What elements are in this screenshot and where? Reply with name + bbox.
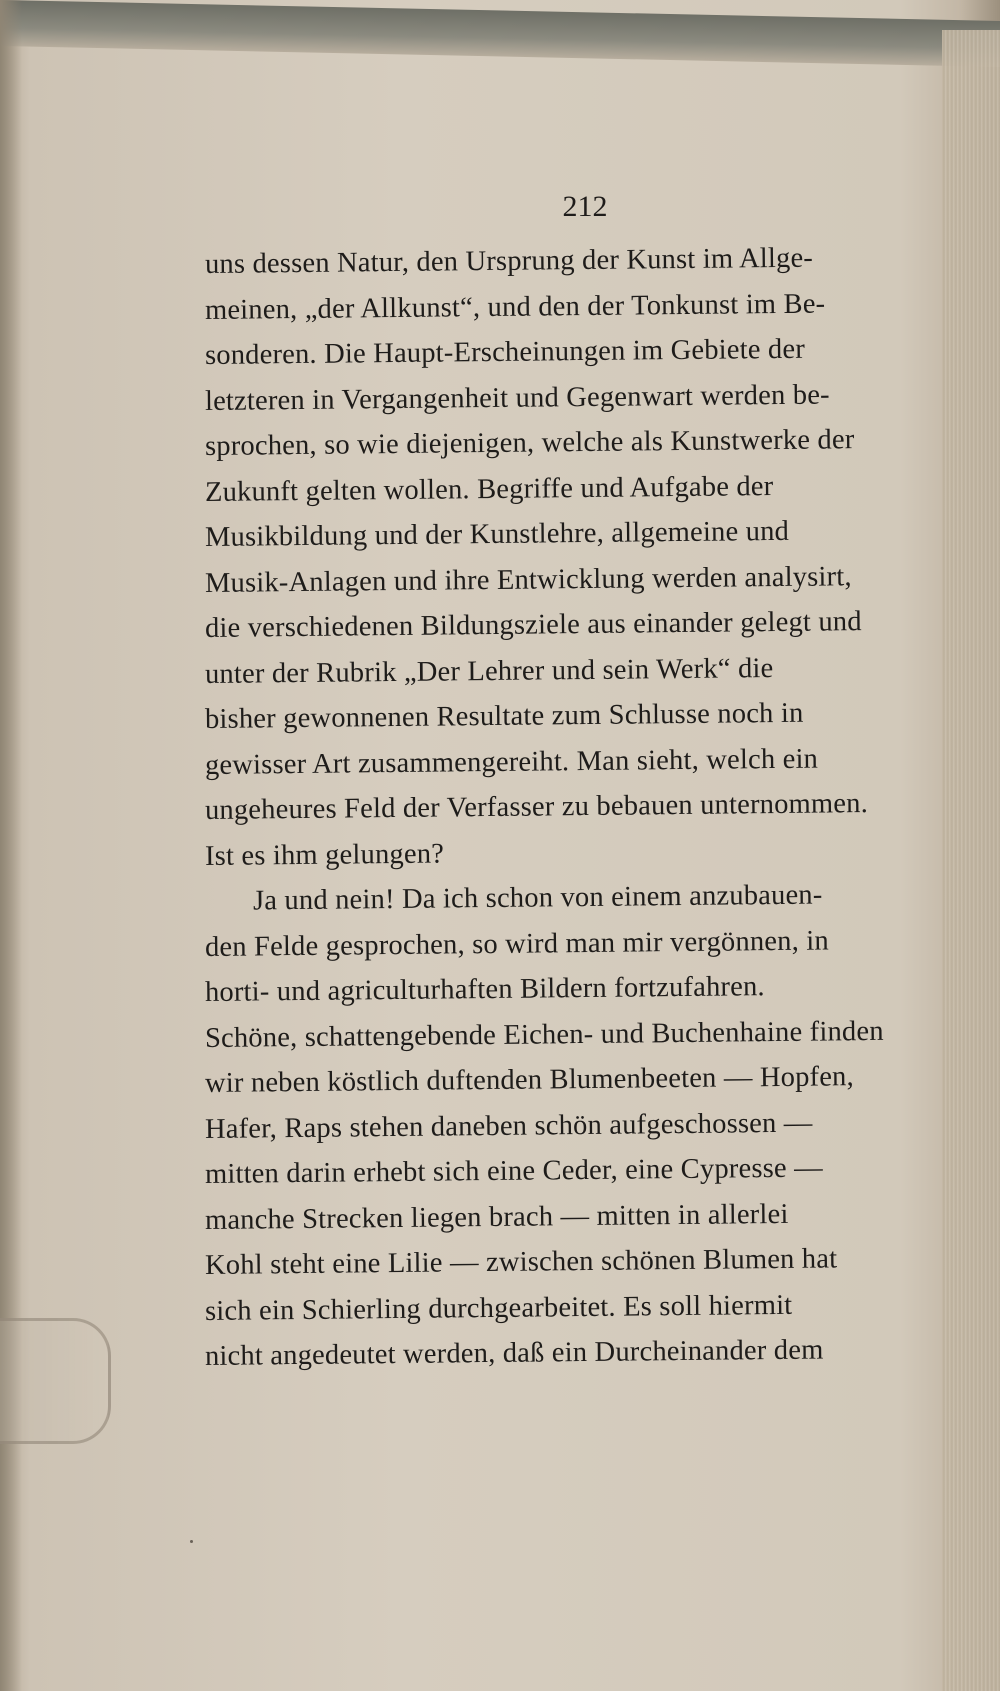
text-line: sonderen. Die Haupt-Erscheinungen im Gebiete der — [204, 333, 806, 371]
text-line: Kohl steht eine Lilie — zwischen schönen Blumen hat — [204, 1243, 838, 1281]
page-content — [205, 190, 945, 1380]
page-clip — [0, 1318, 111, 1444]
book-cover-edge — [0, 0, 1000, 67]
page-number: 212 — [562, 190, 608, 223]
text-line: den Felde gesprochen, so wird man mir vergönnen, in — [204, 924, 830, 963]
text-line: wir neben köstlich duftenden Blumenbeeten — Hopfen, — [204, 1061, 855, 1099]
text-line: Ist es ihm gelungen? — [204, 837, 445, 872]
text-line: nicht angedeutet werden, daß ein Durcheinander dem — [204, 1334, 824, 1372]
text-line: uns dessen Natur, den Ursprung der Kunst im Allge- — [204, 242, 814, 280]
text-line: Schöne, schattengebende Eichen- und Buchenhaine finden — [204, 1015, 884, 1054]
text-line: meinen, „der Allkunst“, und den der Tonkunst im Be- — [204, 288, 826, 326]
text-line: sich ein Schierling durchgearbeitet. Es soll hiermit — [204, 1289, 793, 1327]
paper-speck — [190, 1540, 193, 1543]
text-line: manche Strecken liegen brach — mitten in allerlei — [204, 1198, 789, 1236]
text-line: ungeheures Feld der Verfasser zu bebauen unternommen. — [204, 788, 869, 826]
text-line: die verschiedenen Bildungsziele aus einander gelegt und — [204, 606, 862, 644]
text-line: horti- und agriculturhaften Bildern fortzufahren. — [204, 971, 765, 1008]
text-line: bisher gewonnenen Resultate zum Schlusse noch in — [204, 697, 804, 735]
text-line: Hafer, Raps stehen daneben schön aufgeschossen — — [204, 1107, 813, 1145]
text-line: Musikbildung und der Kunstlehre, allgemeine und — [204, 515, 790, 553]
text-line: letzteren in Vergangenheit und Gegenwart werden be- — [204, 378, 830, 417]
text-line: Musik-Anlagen und ihre Entwicklung werden analysirt, — [204, 560, 852, 599]
page-stack-edge — [942, 30, 1000, 1691]
text-line: sprochen, so wie diejenigen, welche als Kunstwerke der — [204, 424, 855, 462]
text-line: unter der Rubrik „Der Lehrer und sein Werk“ die — [204, 652, 774, 690]
paragraph-first-line: Ja und nein! Da ich schon von einem anzubauen- — [252, 879, 823, 917]
text-line: Zukunft gelten wollen. Begriffe und Aufgabe der — [204, 470, 774, 508]
text-line: mitten darin erhebt sich eine Ceder, eine Cypresse — — [204, 1152, 823, 1190]
text-line: gewisser Art zusammengereiht. Man sieht, welch ein — [204, 743, 819, 781]
